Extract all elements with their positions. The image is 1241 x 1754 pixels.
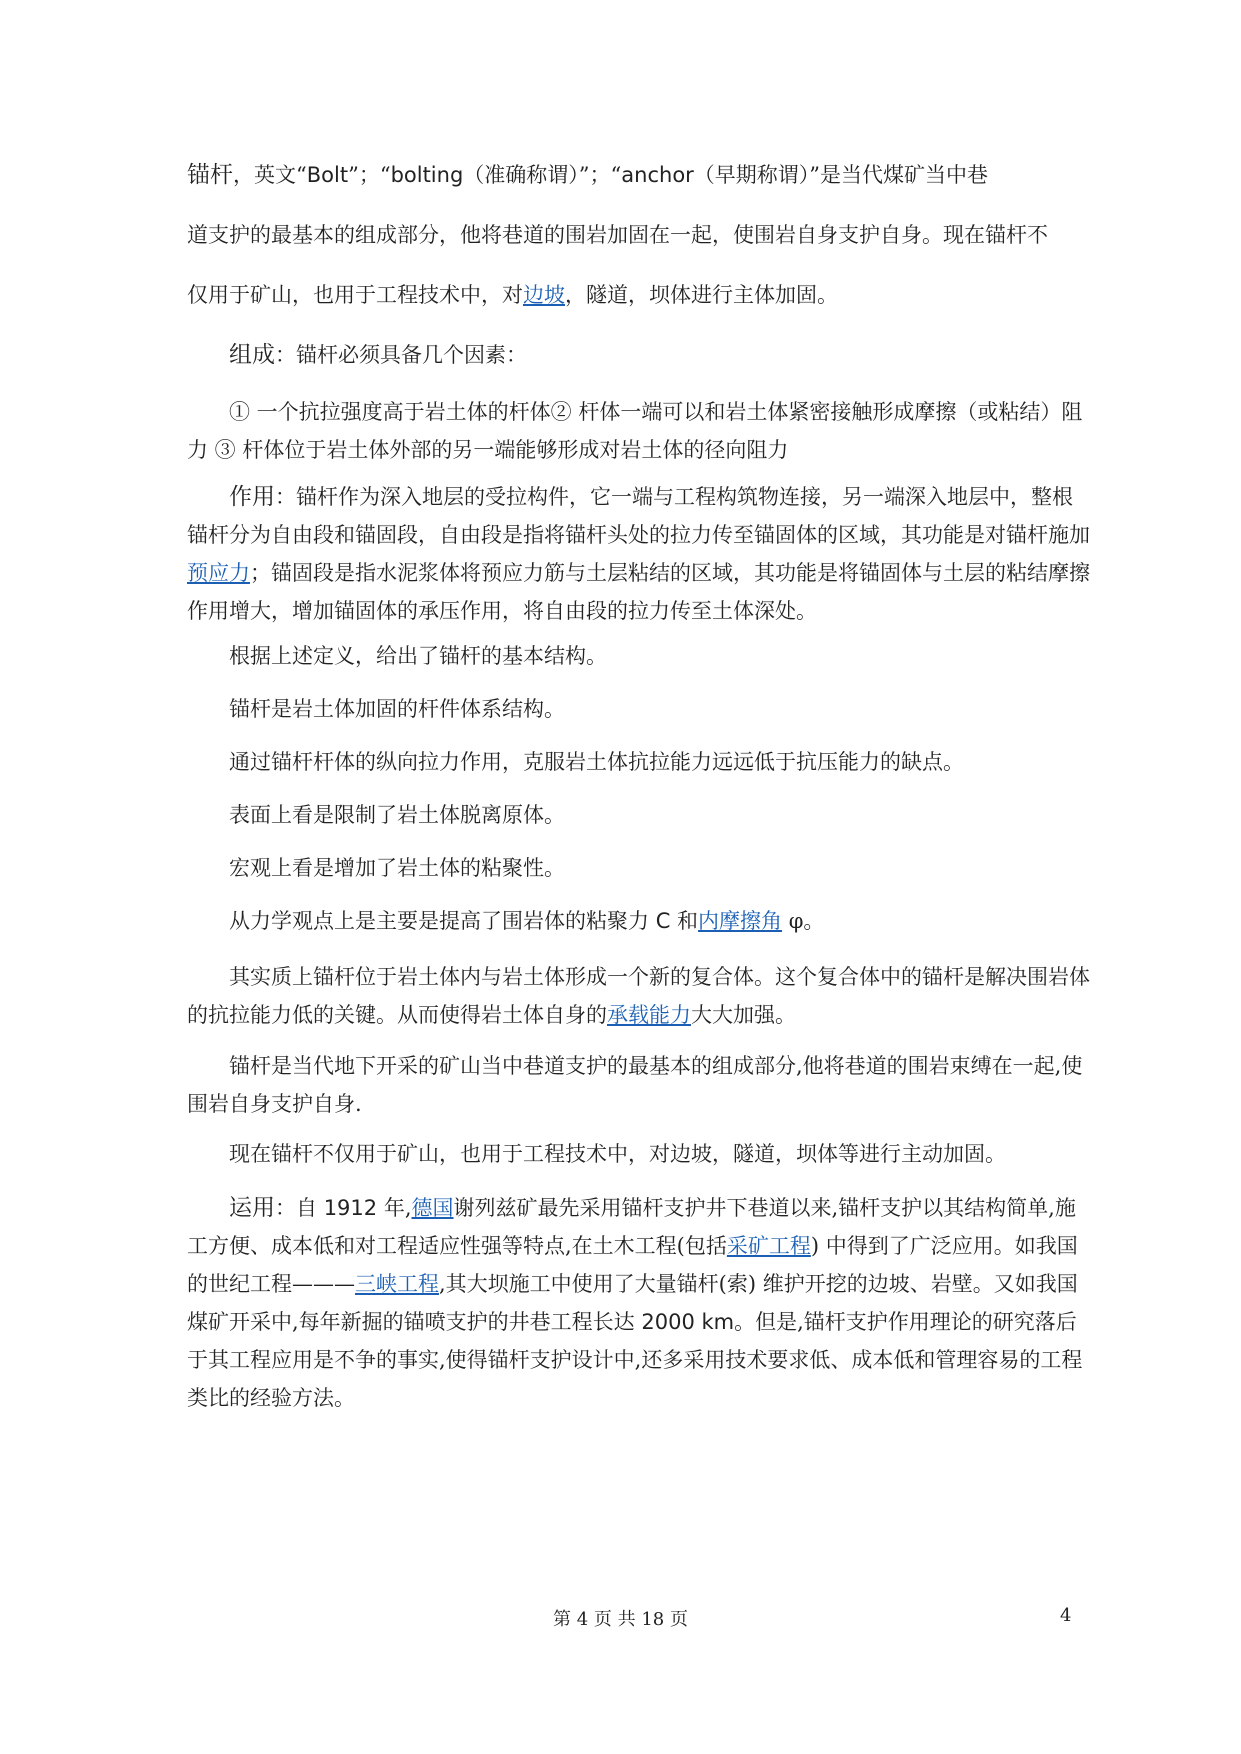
hyperlink[interactable]: 内摩擦角 xyxy=(698,909,783,933)
text-segment: 1912 xyxy=(323,1196,378,1220)
paragraph-intro-line1 xyxy=(187,156,1092,194)
paragraph-usage xyxy=(187,1189,1092,1417)
text-segment: 锚杆是岩土体加固的杆件体系结构。 xyxy=(229,697,565,721)
paragraph-composition xyxy=(187,336,1092,374)
paragraph-support xyxy=(187,1047,1092,1123)
paragraph-factors xyxy=(187,393,1092,469)
text-segment: 通过锚杆杆体的纵向拉力作用，克服岩土体抗拉能力远远低于抗压能力的缺点。 xyxy=(229,750,964,774)
paragraph-surface xyxy=(187,796,1092,834)
text-segment: 2000 km xyxy=(641,1310,735,1334)
section-heading: 锚杆 xyxy=(187,162,233,188)
paragraph-tension xyxy=(187,743,1092,781)
section-heading: 作用 xyxy=(229,484,275,510)
text-segment: 年, xyxy=(377,1196,412,1220)
hyperlink[interactable]: 采矿工程 xyxy=(726,1234,811,1258)
hyperlink[interactable]: 三峡工程 xyxy=(355,1272,439,1296)
paragraph-structure xyxy=(187,690,1092,728)
text-segment: Bolt xyxy=(306,163,349,187)
section-heading: 运用 xyxy=(229,1195,275,1221)
text-segment: 。但是,锚杆支护作用理论的研究落后于其工程应用是不争的事实,使得锚杆支护设计中,还多采用技术要求低、成本低和管理容易的工程类比的经验方法。 xyxy=(187,1310,1083,1410)
text-segment: 其实质上锚杆位于岩土体内与岩土体形成一个新的复合体。这个复合体中的锚杆是解决围岩体的抗拉能力低的关键。从而使得岩土体自身的 xyxy=(187,965,1090,1027)
hyperlink[interactable]: 边坡 xyxy=(523,283,565,307)
paragraph-essence xyxy=(187,958,1092,1034)
hyperlink[interactable]: 德国 xyxy=(411,1196,454,1220)
text-segment: ”；“ xyxy=(348,163,391,187)
text-segment: 仅用于矿山，也用于工程技术中，对 xyxy=(187,283,523,307)
text-segment: 表面上看是限制了岩土体脱离原体。 xyxy=(229,803,565,827)
text-segment: ：锚杆必须具备几个因素： xyxy=(275,343,527,367)
text-segment: （早期称谓）”是当代煤矿当中巷 xyxy=(693,163,989,187)
paragraph-mechanics xyxy=(187,902,1092,940)
text-segment: ，隧道，坝体进行主体加固。 xyxy=(565,283,838,307)
text-segment: ) 中得到了广泛应用。如我国的世纪工程——— xyxy=(187,1234,1078,1296)
text-segment: 现在锚杆不仅用于矿山，也用于工程技术中，对边坡，隧道，坝体等进行主动加固。 xyxy=(229,1142,1006,1166)
text-segment: 根据上述定义，给出了锚杆的基本结构。 xyxy=(229,644,607,668)
text-segment: 锚杆是当代地下开采的矿山当中巷道支护的最基本的组成部分,他将巷道的围岩束缚在一起,使围岩自身支护自身. xyxy=(187,1054,1083,1116)
text-segment: ：锚杆作为深入地层的受拉构件，它一端与工程构筑物连接，另一端深入地层中，整根锚杆分为自由段和锚固段，自由段是指将锚杆头处的拉力传至锚固体的区域，其功能是对锚杆施加 xyxy=(187,485,1090,547)
text-segment: ① 一个抗拉强度高于岩土体的杆体② 杆体一端可以和岩土体紧密接触形成摩擦（或粘结）阻力 ③ 杆体位于岩土体外部的另一端能够形成对岩土体的径向阻力 xyxy=(187,400,1083,462)
text-segment: 大大加强。 xyxy=(691,1003,796,1027)
text-segment: 宏观上看是增加了岩土体的粘聚性。 xyxy=(229,856,565,880)
page-count-label: 第 4 页 共 18 页 xyxy=(553,1609,688,1630)
text-segment: ；锚固段是指水泥浆体将预应力筋与土层粘结的区域，其功能是将锚固体与土层的粘结摩擦作用增大，增加锚固体的承压作用，将自由段的拉力传至土体深处。 xyxy=(187,561,1090,623)
paragraph-function xyxy=(187,478,1092,630)
paragraph-definition xyxy=(187,637,1092,675)
page-number: 4 xyxy=(1060,1605,1072,1626)
paragraph-intro-line3 xyxy=(187,276,1092,314)
section-heading: 组成 xyxy=(229,342,275,368)
text-segment: 谢列兹矿最先采用锚杆支护井下巷道以来,锚杆支护以其结构简单,施工方便、成本低和对工程适应性强等特点,在土木工程(包括 xyxy=(187,1196,1076,1258)
text-segment: 从力学观点上是主要是提高了围岩体的粘聚力 xyxy=(229,909,656,933)
text-segment: 道支护的最基本的组成部分，他将巷道的围岩加固在一起，使围岩自身支护自身。现在锚杆不 xyxy=(187,223,1048,247)
paragraph-macro xyxy=(187,849,1092,887)
text-segment: C xyxy=(655,909,671,933)
text-segment: ，英文“ xyxy=(233,163,307,187)
text-segment: φ。 xyxy=(782,909,825,933)
text-segment: ：自 xyxy=(275,1196,324,1220)
text-segment: （准确称谓）”；“ xyxy=(463,163,622,187)
text-segment: bolting xyxy=(390,163,464,187)
text-segment: ,其大坝施工中使用了大量锚杆(索) 维护开挖的边坡、岩壁。又如我国煤矿开采中,每年新掘的锚喷支护的井巷工程长达 xyxy=(187,1272,1078,1334)
hyperlink[interactable]: 承载能力 xyxy=(607,1003,691,1027)
text-segment: 和 xyxy=(670,909,699,933)
paragraph-application-scope xyxy=(187,1135,1092,1173)
paragraph-intro-line2 xyxy=(187,216,1092,254)
hyperlink[interactable]: 预应力 xyxy=(187,561,250,585)
text-segment: anchor xyxy=(621,163,694,187)
